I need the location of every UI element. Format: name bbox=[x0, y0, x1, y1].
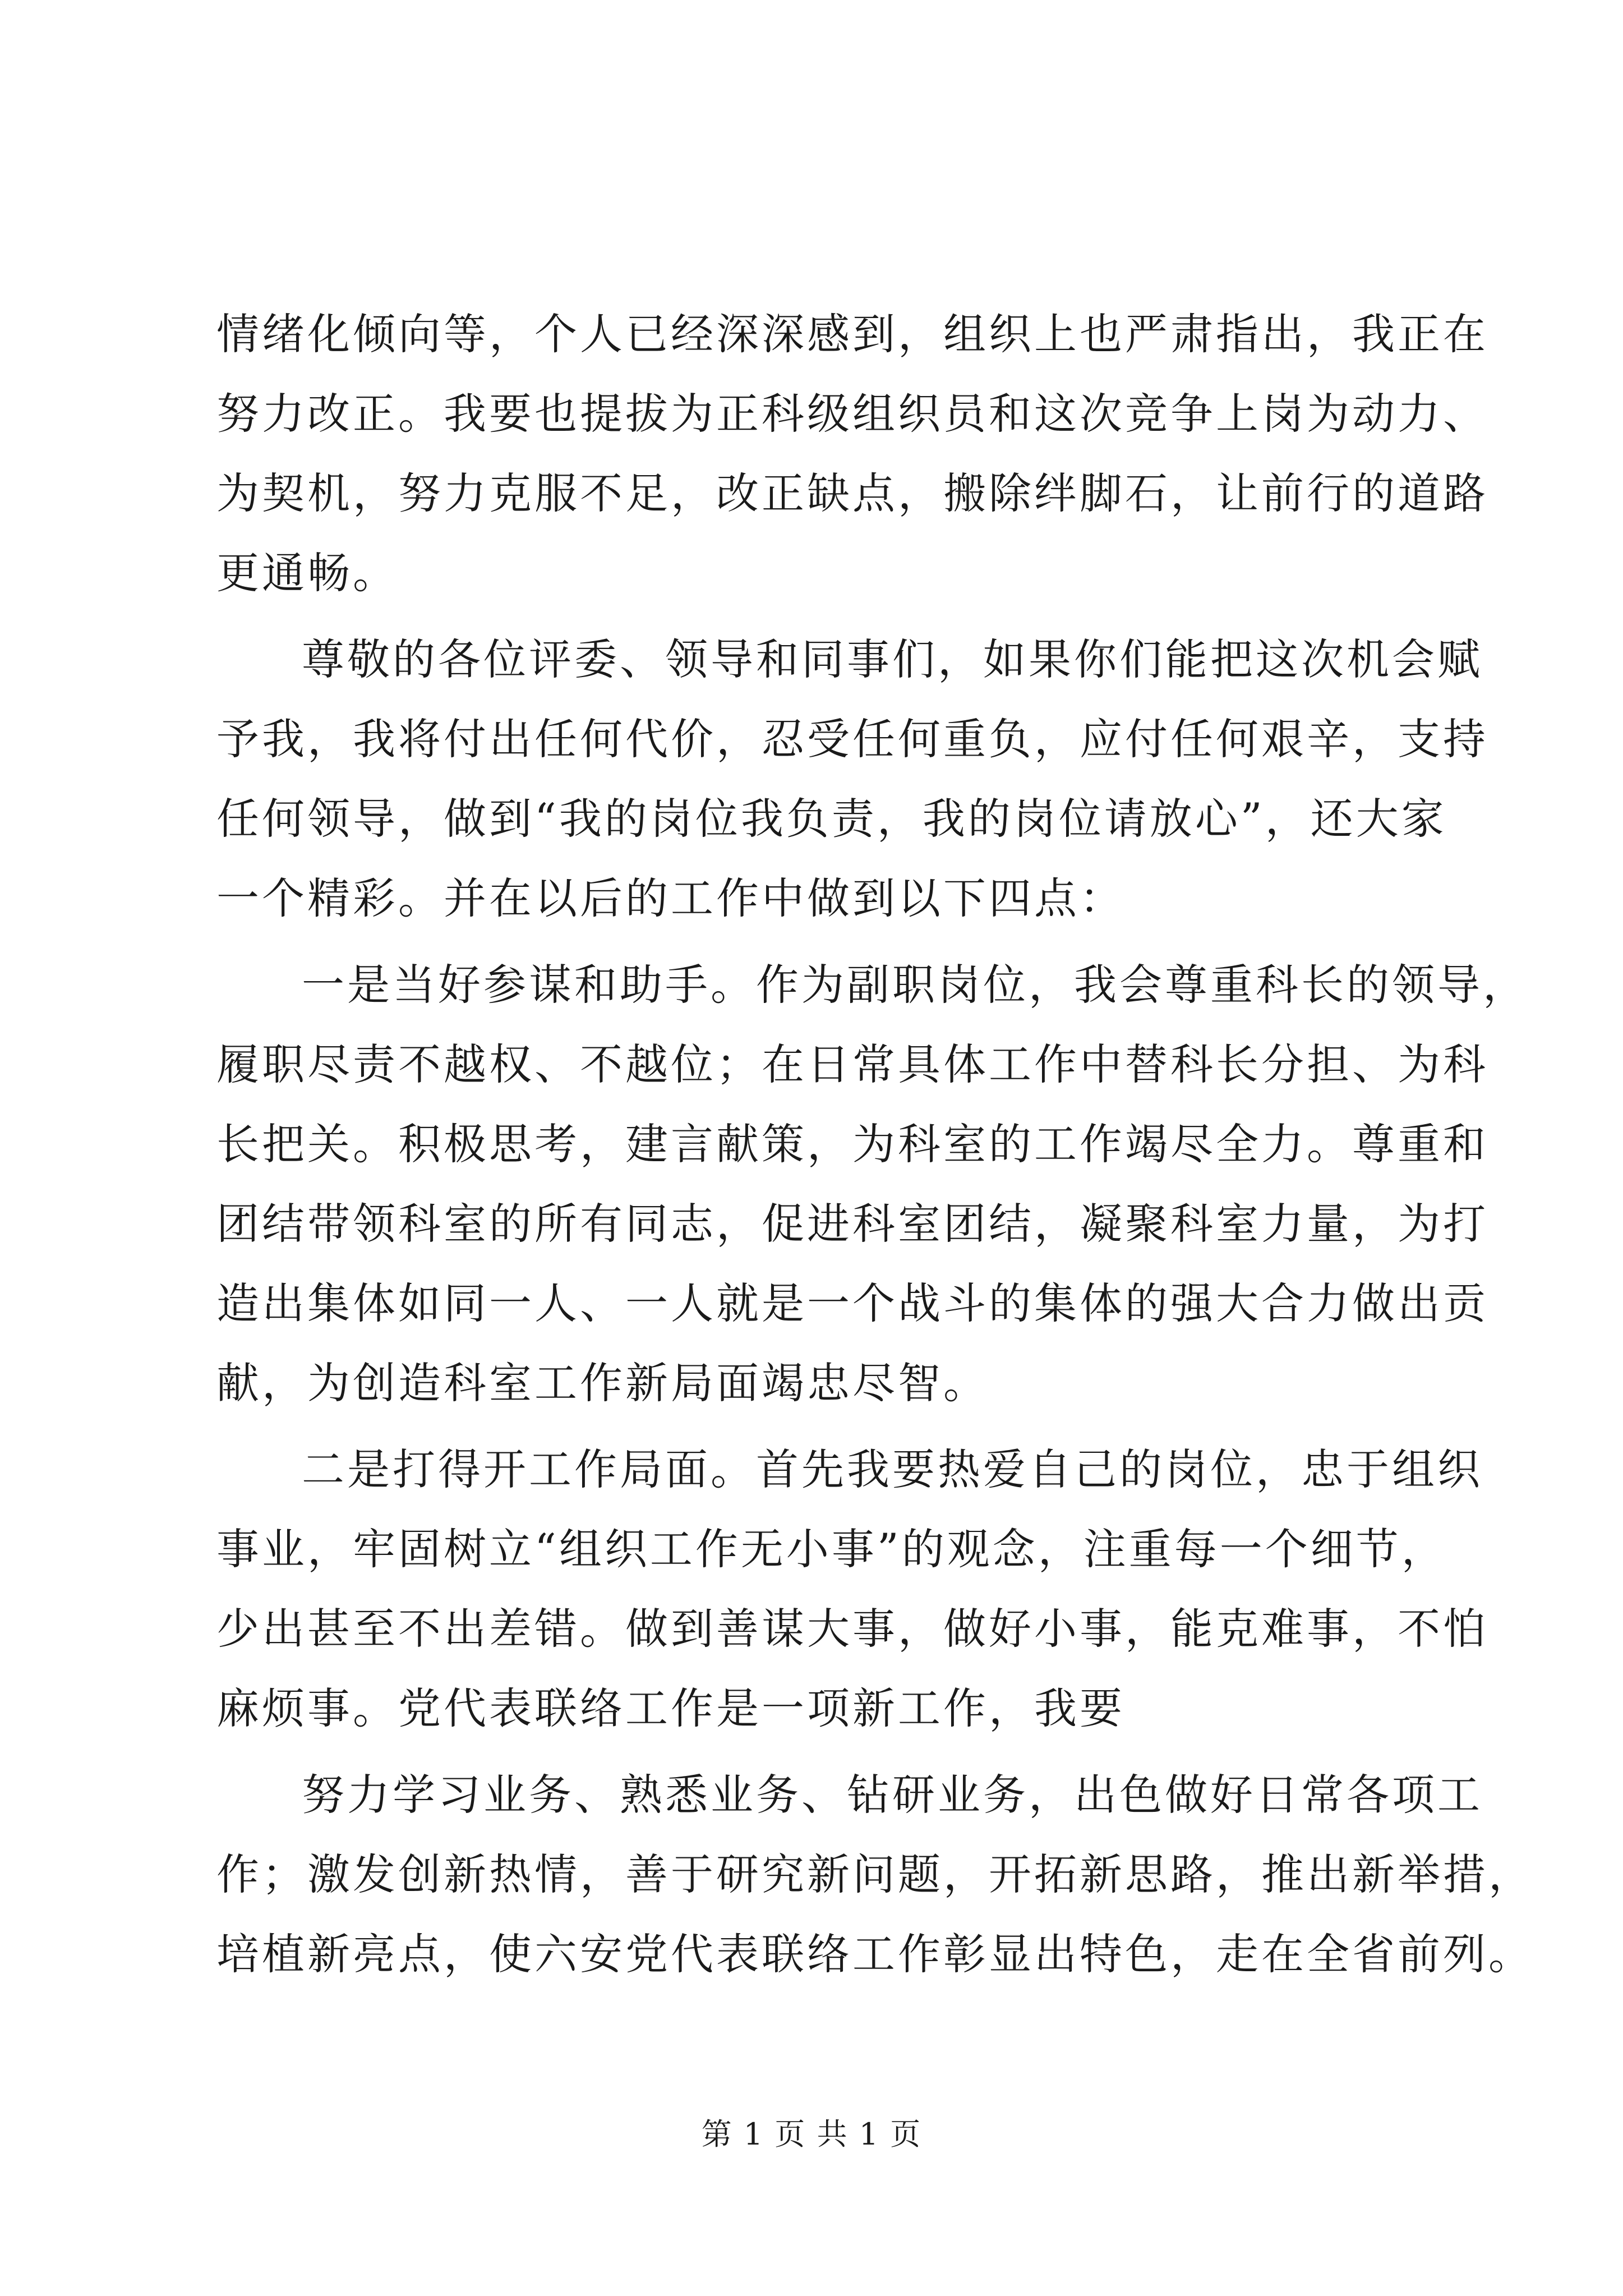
text-line: 长把关。积极思考，建言献策，为科室的工作竭尽全力。尊重和 bbox=[216, 1119, 1488, 1169]
text-line: 任何领导，做到“我的岗位我负责，我的岗位请放心”，还大家 bbox=[216, 794, 1447, 844]
text-line: 事业，牢固树立“组织工作无小事”的观念，注重每一个细节， bbox=[216, 1524, 1447, 1574]
text-line: 一个精彩。并在以后的工作中做到以下四点： bbox=[216, 873, 1125, 923]
text-line: 努力学习业务、熟悉业务、钻研业务，出色做好日常各项工 bbox=[302, 1770, 1483, 1820]
text-line: 造出集体如同一人、一人就是一个战斗的集体的强大合力做出贡 bbox=[216, 1278, 1488, 1328]
text-line: 一是当好参谋和助手。作为副职岗位，我会尊重科长的领导， bbox=[302, 960, 1528, 1010]
text-line: 少出甚至不出差错。做到善谋大事，做好小事，能克难事，不怕 bbox=[216, 1604, 1488, 1654]
text-line: 献，为创造科室工作新局面竭忠尽智。 bbox=[216, 1358, 989, 1408]
paragraph-5 bbox=[216, 1755, 1534, 1994]
text-line: 为契机，努力克服不足，改正缺点，搬除绊脚石，让前行的道路 bbox=[216, 468, 1488, 518]
paragraph-3 bbox=[216, 945, 1528, 1423]
text-line: 履职尽责不越权、不越位；在日常具体工作中替科长分担、为科 bbox=[216, 1039, 1488, 1089]
text-line: 努力改正。我要也提拔为正科级组织员和这次竞争上岗为动力、 bbox=[216, 389, 1488, 439]
text-line: 培植新亮点，使六安党代表联络工作彰显出特色，走在全省前列。 bbox=[216, 1929, 1534, 1979]
paragraph-4 bbox=[216, 1430, 1488, 1749]
text-line: 团结带领科室的所有同志，促进科室团结，凝聚科室力量，为打 bbox=[216, 1199, 1488, 1249]
text-line: 情绪化倾向等，个人已经深深感到，组织上也严肃指出，我正在 bbox=[216, 309, 1488, 359]
document-body bbox=[216, 295, 1534, 1994]
paragraph-2 bbox=[216, 620, 1488, 938]
paragraph-1 bbox=[216, 295, 1488, 613]
text-line: 尊敬的各位评委、领导和同事们，如果你们能把这次机会赋 bbox=[302, 634, 1483, 684]
text-line: 作；激发创新热情，善于研究新问题，开拓新思路，推出新举措， bbox=[216, 1849, 1534, 1899]
text-line: 更通畅。 bbox=[216, 548, 398, 598]
text-line: 二是打得开工作局面。首先我要热爱自己的岗位，忠于组织 bbox=[302, 1444, 1483, 1494]
text-line: 麻烦事。党代表联络工作是一项新工作，我要 bbox=[216, 1683, 1125, 1733]
text-line: 予我，我将付出任何代价，忍受任何重负，应付任何艰辛，支持 bbox=[216, 714, 1488, 764]
page-footer: 第 1 页 共 1 页 bbox=[701, 2116, 922, 2152]
